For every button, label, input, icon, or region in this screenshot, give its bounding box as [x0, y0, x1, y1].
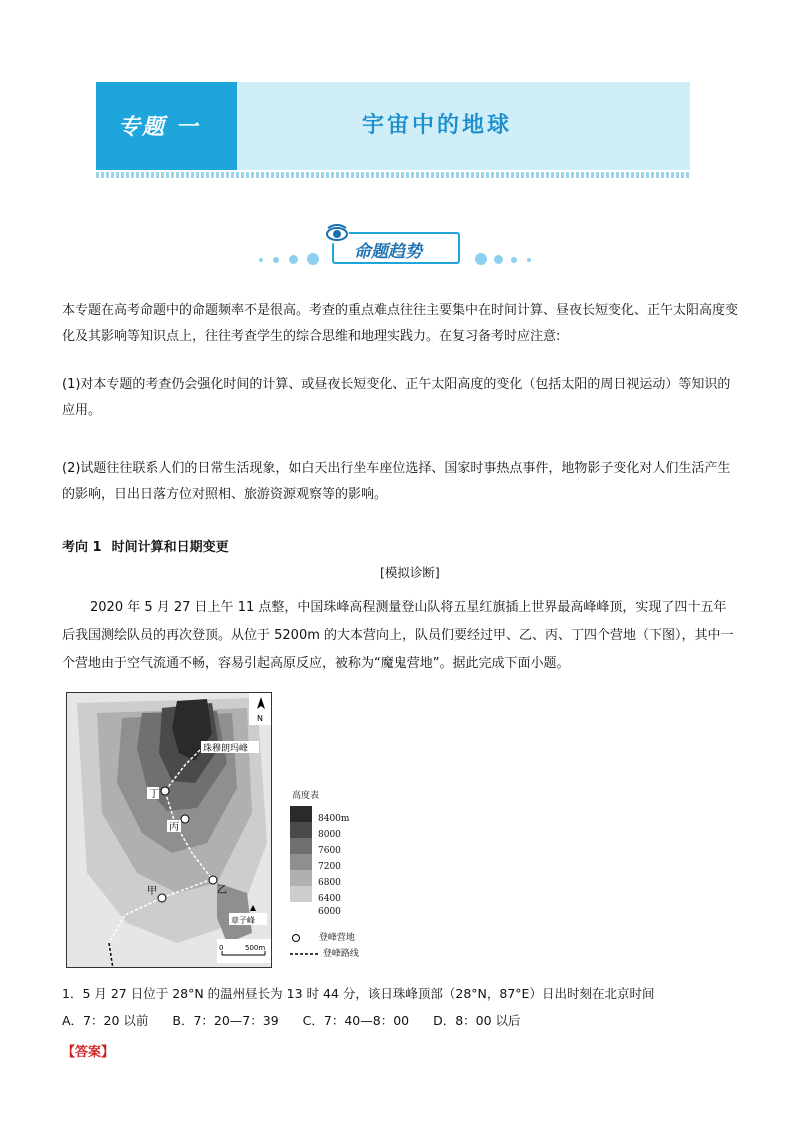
question-options	[62, 1008, 541, 1034]
question-1: 1．5 月 27 日位于 28°N 的温州昼长为 13 时 44 分，该日珠峰顶部（28°N，87°E）日出时刻在北京时间	[62, 986, 655, 1001]
legend-level: 7200	[318, 862, 341, 872]
legend-title: 高度表	[292, 791, 320, 801]
legend-level: 6800	[318, 878, 341, 888]
section-badge	[257, 218, 537, 268]
section-number: 考向 1	[62, 540, 102, 555]
answer-label: 【答案】	[62, 1045, 115, 1060]
legend-swatch	[290, 806, 312, 822]
option-b: B．7：20—7：39	[172, 1013, 279, 1028]
question-stem: 2020 年 5 月 27 日上午 11 点整，中国珠峰高程测量登山队将五星红旗插上世界最高峰峰顶，实现了四十五年后我国测绘队员的再次登顶。从位于 5200m 的大本营向上，队员们要经过甲、乙、丙、丁四个营地（下图），其中一个营地由于空气流通不畅，容易引起高原反应，被称为“魔鬼营地”。据此完成下面小题。	[62, 600, 734, 671]
peak-label: 珠穆朗玛峰	[203, 744, 249, 754]
badge-box	[332, 232, 460, 264]
point-paragraph: (1)对本专题的考查仍会强化时间的计算、或昼夜长短变化、正午太阳高度的变化（包括太阳的周日视运动）等知识的应用。	[62, 377, 731, 418]
camp-marker-jia	[158, 894, 166, 902]
legend-level: 6400	[318, 894, 341, 904]
legend-swatch	[290, 854, 312, 870]
camp-label-bing: 丙	[169, 822, 179, 833]
banner-divider	[96, 172, 690, 178]
option-d: D．8：00 以后	[433, 1013, 521, 1028]
section-title: 时间计算和日期变更	[111, 540, 229, 555]
dot-decoration	[494, 255, 503, 264]
camp-label-ding: 丁	[149, 789, 159, 800]
camp-marker-ding	[161, 787, 169, 795]
badge-label: 命题趋势	[354, 242, 422, 262]
legend-camp: 登峰营地	[290, 930, 355, 943]
legend-level: 6000	[318, 907, 341, 917]
legend-swatch	[290, 838, 312, 854]
dot-decoration	[289, 255, 298, 264]
camp-label-yi: 乙	[217, 885, 227, 896]
simulation-label: [模拟诊断]	[380, 565, 440, 580]
point-paragraph: (2)试题往往联系人们的日常生活现象，如白天出行坐车座位选择、国家时事热点事件，地物影子变化对人们生活产生的影响，日出日落方位对照相、旅游资源观察等的影响。	[62, 461, 731, 502]
camp-label-jia: 甲	[147, 886, 157, 897]
dot-decoration	[475, 253, 487, 265]
dot-decoration	[511, 257, 517, 263]
legend-swatch	[290, 870, 312, 886]
north-label: N	[257, 714, 263, 723]
eye-icon	[325, 224, 349, 244]
intro-paragraph: 本专题在高考命题中的命题频率不是很高。考查的重点难点往往主要集中在时间计算、昼夜长短变化、正午太阳高度变化及其影响等知识点上，往往考查学生的综合思维和地理实践力。在复习备考时应注意:	[62, 303, 739, 344]
dot-decoration	[259, 258, 263, 262]
legend-level: 7600	[318, 846, 341, 856]
dot-decoration	[307, 253, 319, 265]
scale-end: 500m	[245, 944, 266, 952]
option-c: C．7：40—8：00	[302, 1013, 410, 1028]
option-a: A．7：20 以前	[62, 1013, 149, 1028]
legend-swatch	[290, 886, 312, 902]
topic-number-block	[96, 82, 237, 170]
legend-swatch	[290, 822, 312, 838]
legend-route: 登峰路线	[322, 949, 359, 959]
topographic-map	[66, 692, 272, 968]
topic-number: 专题 一	[118, 115, 200, 140]
dot-decoration	[273, 257, 279, 263]
legend-level: 8400m	[318, 814, 350, 824]
dot-decoration	[527, 258, 531, 262]
scale-start: 0	[219, 944, 224, 952]
topic-banner	[96, 82, 690, 170]
camp-marker-bing	[181, 815, 189, 823]
other-peak-label: 章子峰	[231, 916, 255, 925]
topic-title: 宇宙中的地球	[362, 113, 513, 138]
section-heading	[62, 536, 229, 555]
legend-level: 8000	[318, 830, 341, 840]
map-legend	[290, 788, 380, 968]
camp-marker-yi	[209, 876, 217, 884]
